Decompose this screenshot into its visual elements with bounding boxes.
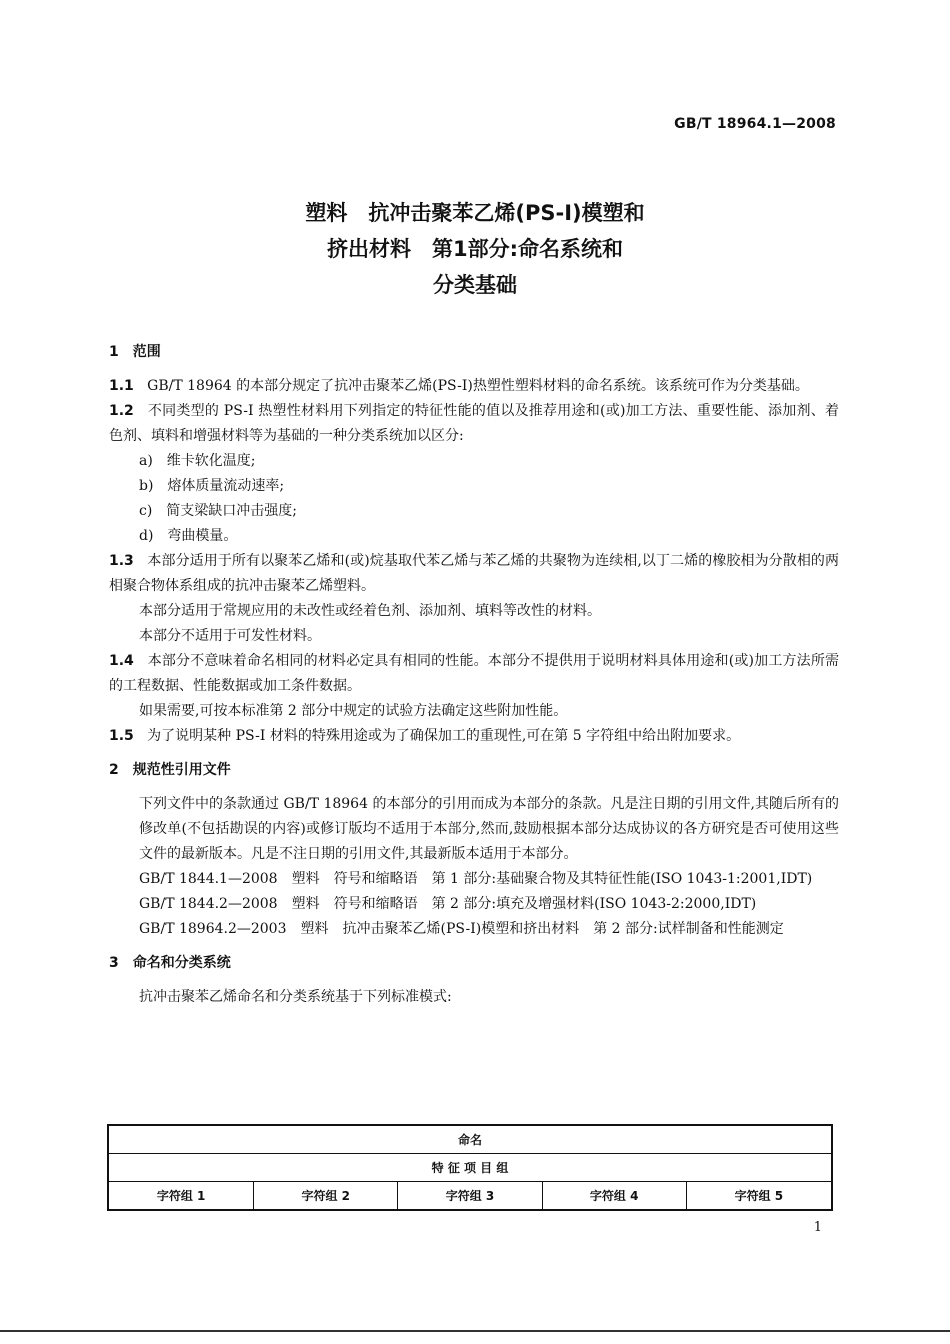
clause-number: 1.4 [109,653,134,669]
clause-1-1 [109,374,839,399]
clause-number: 1.1 [109,378,134,394]
paragraph: 本部分适用于常规应用的未改性或经着色剂、添加剂、填料等改性的材料。 [139,603,601,619]
reference-item: GB/T 18964.2—2003 塑料 抗冲击聚苯乙烯(PS-I)模塑和挤出材料 第 2 部分:试样制备和性能测定 [139,921,784,937]
list-item: a) 维卡软化温度; [139,453,256,469]
title-line: 塑料 抗冲击聚苯乙烯(PS-I)模塑和 [305,201,645,225]
table-row [108,1182,832,1211]
table-row [108,1154,832,1182]
paragraph: 如果需要,可按本标准第 2 部分中规定的试验方法确定这些附加性能。 [139,703,568,719]
paragraph: 抗冲击聚苯乙烯命名和分类系统基于下列标准模式: [139,989,452,1005]
document-title [0,195,950,303]
page-bottom-divider [0,1330,950,1332]
clause-1-4 [109,649,839,699]
clause-number: 1.2 [109,403,134,419]
table-cell: 命名 [108,1125,832,1154]
table-cell: 字符组 4 [542,1182,686,1211]
document-body [109,340,839,1010]
title-line: 分类基础 [433,273,517,297]
list-item: b) 熔体质量流动速率; [139,478,285,494]
paragraph: 本部分不适用于可发性材料。 [139,628,321,644]
clause-text: GB/T 18964 的本部分规定了抗冲击聚苯乙烯(PS-I)热塑性塑料材料的命名系统。该系统可作为分类基础。 [147,378,809,394]
list-item: c) 简支梁缺口冲击强度; [139,503,298,519]
clause-number: 1.5 [109,728,134,744]
clause-text: 不同类型的 PS-I 热塑性材料用下列指定的特征性能的值以及推荐用途和(或)加工方法、重要性能、添加剂、着色剂、填料和增强材料等为基础的一种分类系统加以区分: [109,403,839,444]
table-cell: 字符组 5 [686,1182,832,1211]
list-item: d) 弯曲模量。 [139,528,238,544]
table-row [108,1125,832,1154]
section-heading: 3 命名和分类系统 [109,955,231,971]
designation-scheme-table [107,1124,833,1211]
table-cell: 字符组 2 [254,1182,398,1211]
section-heading: 1 范围 [109,344,161,360]
clause-text: 本部分不意味着命名相同的材料必定具有相同的性能。本部分不提供用于说明材料具体用途和(或)加工方法所需的工程数据、性能数据或加工条件数据。 [109,653,840,694]
clause-1-2 [109,399,839,449]
clause-text: 为了说明某种 PS-I 材料的特殊用途或为了确保加工的重现性,可在第 5 字符组中给出附加要求。 [147,728,741,744]
table-cell: 字符组 3 [398,1182,542,1211]
title-line: 挤出材料 第1部分:命名系统和 [326,237,623,261]
section-heading: 2 规范性引用文件 [109,762,231,778]
reference-item: GB/T 1844.2—2008 塑料 符号和缩略语 第 2 部分:填充及增强材料(ISO 1043-2:2000,IDT) [139,896,757,912]
paragraph: 下列文件中的条款通过 GB/T 18964 的本部分的引用而成为本部分的条款。凡是注日期的引用文件,其随后所有的修改单(不包括勘误的内容)或修订版均不适用于本部分,然而,鼓励根据本部分达成协议的各方研究是否可使用这些文件的最新版本。凡是不注日期的引用文件,其最新版本适用于本部分。 [139,796,839,862]
standard-code: GB/T 18964.1—2008 [674,116,836,132]
table-cell: 字符组 1 [108,1182,254,1211]
page-number: 1 [813,1220,822,1235]
clause-text: 本部分适用于所有以聚苯乙烯和(或)烷基取代苯乙烯与苯乙烯的共聚物为连续相,以丁二烯的橡胶相为分散相的两相聚合物体系组成的抗冲击聚苯乙烯塑料。 [109,553,839,594]
clause-1-3 [109,549,839,599]
reference-item: GB/T 1844.1—2008 塑料 符号和缩略语 第 1 部分:基础聚合物及其特征性能(ISO 1043-1:2001,IDT) [139,871,813,887]
table-cell: 特 征 项 目 组 [108,1154,832,1182]
clause-1-5 [109,724,839,749]
clause-number: 1.3 [109,553,134,569]
